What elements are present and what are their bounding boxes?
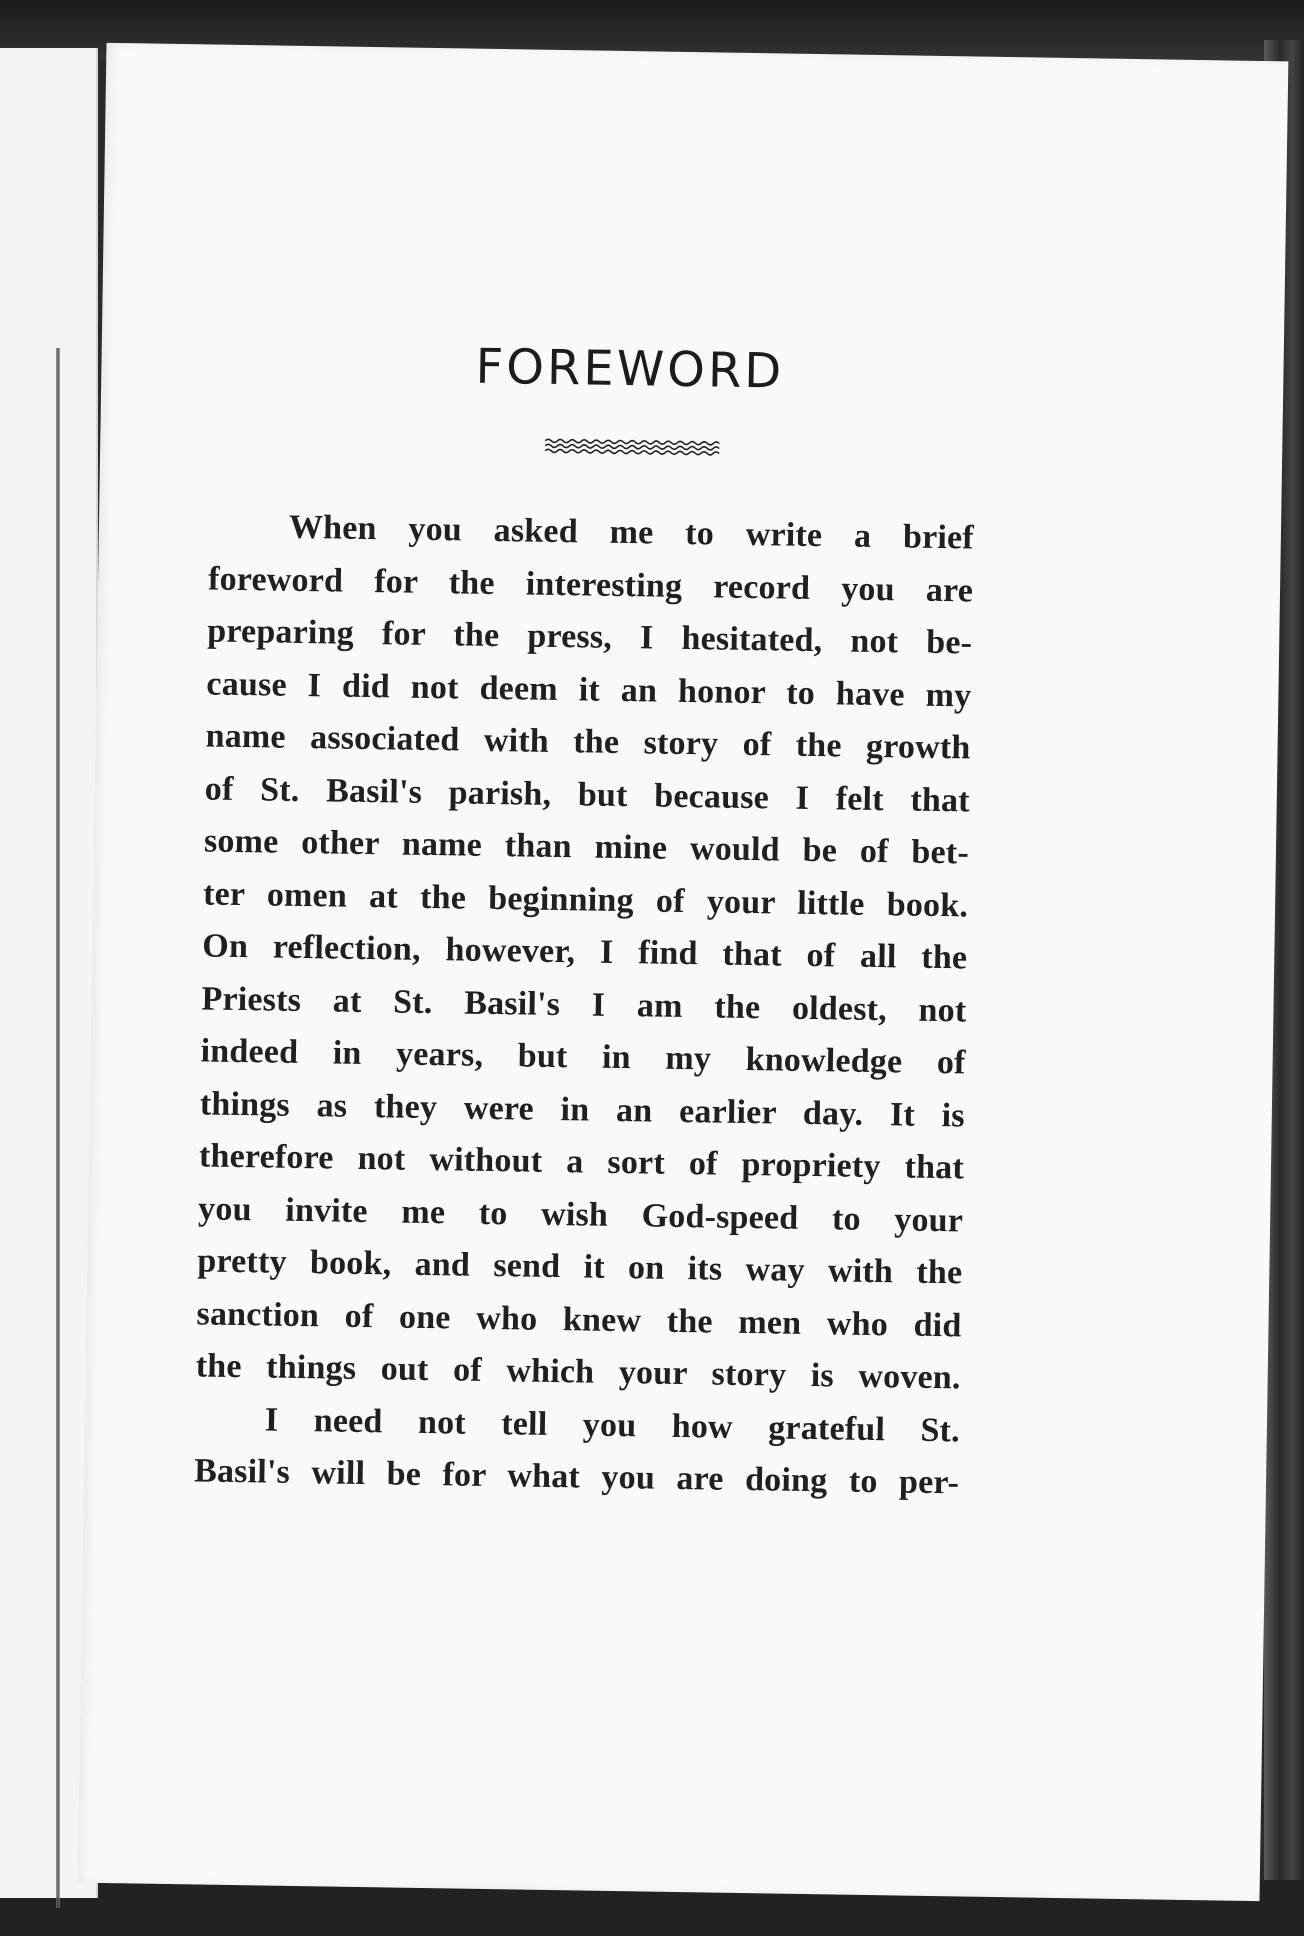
text-line: name associated with the story of the growth (205, 717, 971, 767)
text-line: Priests at St. Basil's I am the oldest, not (201, 979, 967, 1029)
text-line: I need not tell you how grateful St. (264, 1400, 961, 1449)
page-gutter (56, 348, 60, 1908)
text-line: cause I did not deem it an honor to have my (206, 664, 972, 714)
paragraph-2 (194, 1393, 961, 1510)
text-line: When you asked me to write a brief (288, 508, 975, 557)
foreword-body (194, 501, 975, 1510)
text-line: ter omen at the beginning of your little book. (202, 874, 969, 924)
page-title: FOREWORD (475, 338, 785, 400)
text-line: preparing for the press, I hesitated, not be- (207, 612, 973, 662)
text-line: foreword for the interesting record you are (207, 559, 974, 610)
text-line: Basil's will be for what you are doing to per- (193, 1452, 960, 1502)
text-line: the things out of which your story is woven. (195, 1347, 961, 1397)
text-line: of St. Basil's parish, but because I felt that (204, 769, 971, 819)
text-line: therefore not without a sort of propriety that (198, 1137, 965, 1187)
text-line: some other name than mine would be of bet- (203, 822, 970, 872)
ornamental-rule (543, 436, 723, 459)
text-line: On reflection, however, I find that of all the (202, 927, 968, 977)
text-line: pretty book, and send it on its way with the (197, 1242, 963, 1292)
text-line: you invite me to wish God-speed to your (197, 1189, 964, 1239)
book-page (78, 43, 1289, 1901)
page-content (194, 335, 977, 1510)
text-line: sanction of one who knew the men who did (196, 1294, 962, 1344)
paragraph-1 (195, 501, 974, 1405)
text-line: indeed in years, but in my knowledge of (200, 1032, 966, 1082)
text-line: things as they were in an earlier day. It is (199, 1084, 966, 1134)
